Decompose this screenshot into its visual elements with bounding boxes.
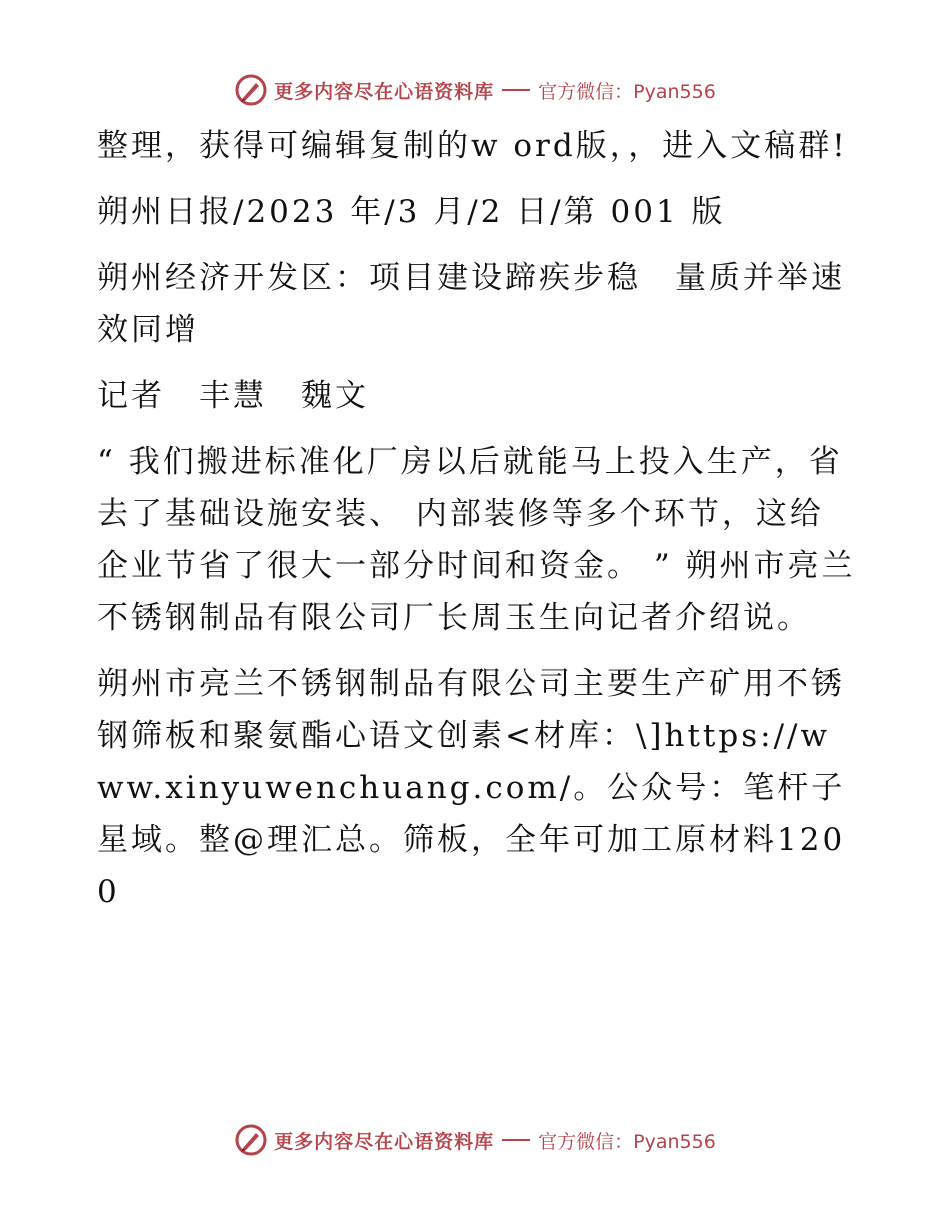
- banner-wechat: 官方微信：Pyan556: [538, 1130, 716, 1153]
- paragraph-headline: 朔州经济开发区：项目建设蹄疾步稳 量质并举速效同增: [97, 260, 845, 348]
- paragraph-company: 朔州市亮兰不锈钢制品有限公司主要生产矿用不锈钢筛板和聚氨酯心语文创素<材库：\]https://www.xinyuwenchuang.com/。公众号：笔杆子星域。整@理汇总。筛板，全年可加工原材料1200: [97, 666, 846, 910]
- banner-text: 更多内容尽在心语资料库: [274, 80, 495, 103]
- paragraph-quote: “ 我们搬进标准化厂房以后就能马上投入生产，省去了基础设施安装、 内部装修等多个环节，这给企业节省了很大一部分时间和资金。 ” 朔州市亮兰不锈钢制品有限公司厂长周玉生向记者介绍说。: [97, 444, 856, 636]
- header-banner: [0, 70, 950, 110]
- banner-text: 更多内容尽在心语资料库: [274, 1130, 495, 1153]
- document-body: [97, 120, 857, 932]
- pen-logo-icon: [234, 73, 268, 107]
- paragraph-source: 朔州日报/2023 年/3 月/2 日/第 001 版: [97, 194, 726, 230]
- paragraph-intro: 整理，获得可编辑复制的w ord版，，进入文稿群!: [97, 128, 848, 164]
- paragraph-byline: 记者 丰慧 魏文: [97, 378, 369, 414]
- banner-wechat: 官方微信：Pyan556: [538, 80, 716, 103]
- banner-divider: [502, 1139, 530, 1141]
- banner-divider: [502, 89, 530, 91]
- pen-logo-icon: [234, 1123, 268, 1157]
- footer-banner: [0, 1120, 950, 1160]
